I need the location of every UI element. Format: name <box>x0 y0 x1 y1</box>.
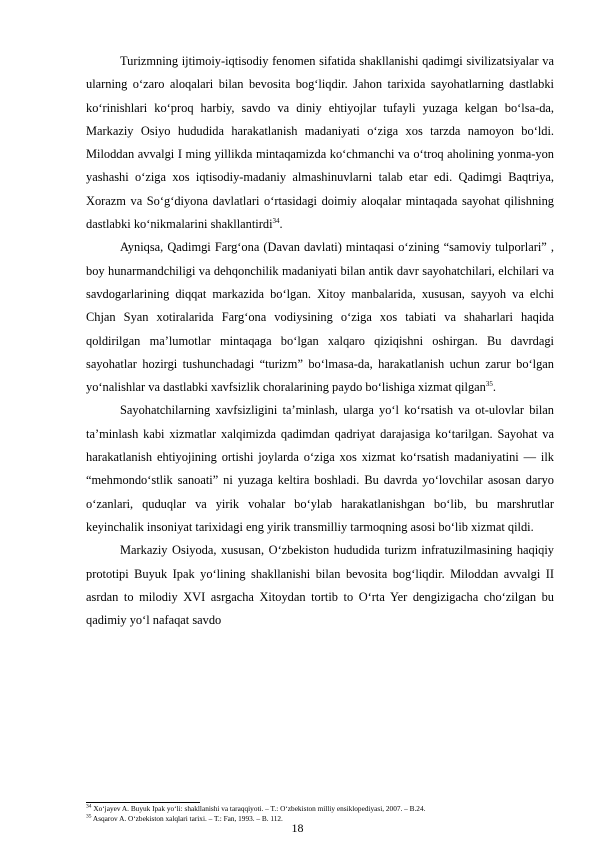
paragraph-text: Markaziy Osiyoda, xususan, Oʻzbekiston hududida turizm infratuzilmasining haqiqiy prototipi Buyuk Ipak yoʻlining shakllanishi bilan bevosita bogʻliqdir. Miloddan avvalgi II asrdan to milodiy XVI asrgacha Xitoydan tortib to Oʻrta Yer dengizigacha choʻzilgan bu qadimiy yoʻl nafaqat savdo <box>86 543 554 628</box>
footnote-text: Asqarov A. Oʻzbekiston xalqlari tarixi. – T.: Fan, 1993. – B. 112. <box>91 813 283 823</box>
footnote-separator <box>86 802 200 803</box>
paragraph-end: . <box>279 217 283 232</box>
footnote-number: 35 <box>86 813 92 820</box>
footnote-34 <box>86 804 554 814</box>
paragraph-2 <box>86 236 554 399</box>
page-body <box>86 50 554 632</box>
paragraph-text: Sayohatchilarning xavfsizligini taʼminlash, ularga yoʻl koʻrsatish va ot-ulovlar bilan taʼminlash kabi xizmatlar xalqimizda qadimdan qadriyat darajasiga koʻtarilgan. Sayohat va harakatlanish ehtiyojining ortishi joylarda oʻziga xos xizmat koʻrsatish madaniyatini — ilk “mehmondoʻstlik sanoati” ni yuzaga keltira boshladi. Bu davrda yoʻlovchilar asosan daryo oʻzanlari, quduqlar va yirik vohalar boʻylab harakatlanishgan boʻlib, bu marshrutlar keyinchalik insoniyat tarixidagi eng yirik transmilliy tarmoqning asosi boʻlib xizmat qildi. <box>86 403 554 534</box>
page-number: 18 <box>291 821 304 835</box>
paragraph-text: Turizmning ijtimoiy-iqtisodiy fenomen sifatida shakllanishi qadimgi sivilizatsiyalar va ularning oʻzaro aloqalari bilan bevosita bogʻliqdir. Jahon tarixida sayohatlarning dastlabki koʻrinishlari koʻproq harbiy, savdo va diniy ehtiyojlar tufayli yuzaga kelgan boʻlsa-da, Markaziy Osiyo hududida harakatlanish madaniyati oʻziga xos tarzda namoyon boʻldi. Miloddan avvalgi I ming yillikda mintaqamizda koʻchmanchi va oʻtroq aholining yonma-yon yashashi oʻziga xos iqtisodiy-madaniy almashinuvlarni talab etar edi. Qadimgi Baqtriya, Xorazm va Soʻgʻdiyona davlatlari oʻrtasidagi doimiy aloqalar mintaqada sayohat qilishning dastlabki koʻnikmalarini shakllantirdi <box>86 54 554 232</box>
paragraph-3 <box>86 399 554 539</box>
paragraph-text: Ayniqsa, Qadimgi Fargʻona (Davan davlati) mintaqasi oʻzining “samoviy tulporlari” , boy hunarmandchiligi va dehqonchilik madaniyati bilan antik davr sayohatchilari, elchilari va savdogarlarining diqqat markazida boʻlgan. Xitoy manbalarida, xususan, sayyoh va elchi Chjan Syan xotiralarida Fargʻona vodiysining oʻziga xos tabiati va shaharlari haqida qoldirilgan maʼlumotlar mintaqaga boʻlgan xalqaro qiziqishni oshirgan. Bu davrdagi sayohatlar hozirgi tushunchadagi “turizm” boʻlmasa-da, harakatlanish uchun zarur boʻlgan yoʻnalishlar va dastlabki xavfsizlik choralarining paydo boʻlishiga xizmat qilgan <box>86 240 554 395</box>
footnote-reference[interactable]: 35 <box>485 380 493 389</box>
paragraph-4 <box>86 539 554 632</box>
paragraph-end: . <box>492 380 496 395</box>
footnote-number: 34 <box>86 803 92 810</box>
footnote-text: Xoʻjayev A. Buyuk Ipak yoʻli: shakllanishi va taraqqiyoti. – T.: Oʻzbekiston milliy ensiklopediyasi, 2007. – B.24. <box>91 804 426 813</box>
paragraph-1 <box>86 50 554 236</box>
footnote-reference[interactable]: 34 <box>272 216 280 225</box>
